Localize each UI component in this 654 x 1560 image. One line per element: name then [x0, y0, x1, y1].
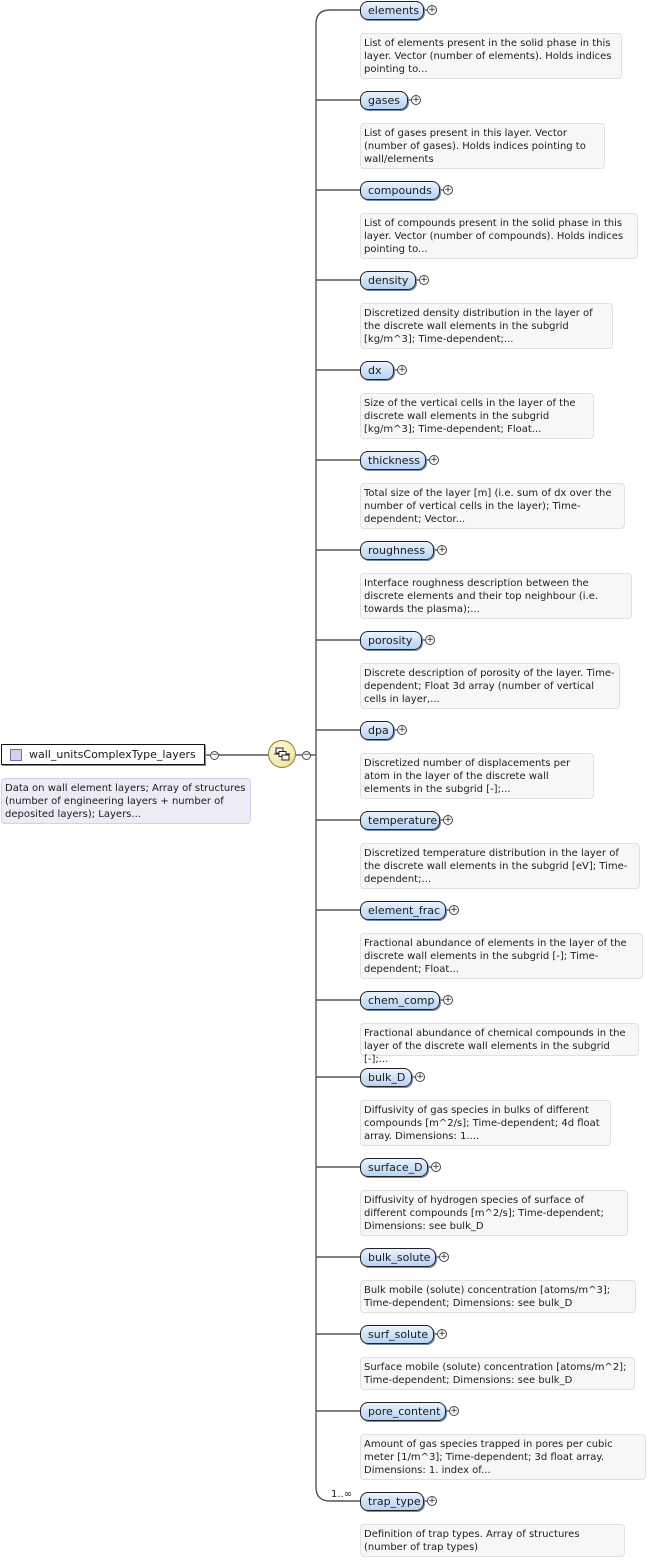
element-documentation: List of compounds present in the solid phase in this layer. Vector (number of compounds). Holds indices pointing to... — [360, 213, 638, 259]
element-documentation: Discretized number of displacements per atom in the layer of the discrete wall elements in the subgrid [-];... — [360, 753, 594, 799]
element-documentation: Bulk mobile (solute) concentration [atoms/m^3]; Time-dependent; Dimensions: see bulk_D — [360, 1280, 636, 1313]
expand-icon[interactable]: + — [428, 5, 436, 15]
element-documentation: Discretized temperature distribution in the layer of the discrete wall elements in the subgrid [eV]; Time-dependent;... — [360, 843, 640, 889]
expand-icon[interactable]: + — [432, 1162, 440, 1172]
element-documentation: Discretized density distribution in the layer of the discrete wall elements in the subgrid [kg/m^3]; Time-dependent;... — [360, 303, 613, 349]
element-documentation: Fractional abundance of chemical compounds in the layer of the discrete wall elements in the subgrid [-];... — [360, 1023, 639, 1056]
element-documentation: Definition of trap types. Array of structures (number of trap types) — [360, 1524, 625, 1557]
element-elements[interactable]: elements — [360, 1, 424, 20]
sequence-compositor[interactable] — [268, 740, 296, 768]
expand-icon[interactable]: + — [444, 815, 452, 825]
element-porosity[interactable]: porosity — [360, 631, 422, 650]
element-dx[interactable]: dx — [360, 361, 394, 380]
expand-icon[interactable]: + — [420, 275, 428, 285]
element-temperature[interactable]: temperature — [360, 811, 440, 830]
root-collapse-icon[interactable]: − — [211, 750, 219, 760]
root-complex-type[interactable] — [1, 744, 205, 765]
element-documentation: List of gases present in this layer. Vector (number of gases). Holds indices pointing to wall/elements — [360, 123, 605, 169]
element-documentation: List of elements present in the solid phase in this layer. Vector (number of elements). Holds indices pointing to... — [360, 33, 622, 79]
trunk-connector — [316, 10, 330, 1501]
element-thickness[interactable]: thickness — [360, 451, 426, 470]
element-documentation: Total size of the layer [m] (i.e. sum of dx over the number of vertical cells in the layer); Time-dependent; Vector... — [360, 483, 625, 529]
complex-type-icon — [10, 749, 22, 761]
expand-icon[interactable]: + — [444, 185, 452, 195]
expand-icon[interactable]: + — [444, 995, 452, 1005]
element-compounds[interactable]: compounds — [360, 181, 440, 200]
element-surface-D[interactable]: surface_D — [360, 1158, 428, 1177]
element-trap-type[interactable]: trap_type — [360, 1492, 424, 1511]
element-dpa[interactable]: dpa — [360, 721, 394, 740]
element-pore-content[interactable]: pore_content — [360, 1402, 446, 1421]
expand-icon[interactable]: + — [412, 95, 420, 105]
sequence-collapse-icon[interactable]: − — [303, 750, 311, 760]
expand-icon[interactable]: + — [438, 1329, 446, 1339]
element-documentation: Diffusivity of hydrogen species of surface of different compounds [m^2/s]; Time-dependent; Dimensions: see bulk_D — [360, 1190, 628, 1236]
element-element-frac[interactable]: element_frac — [360, 901, 446, 920]
expand-icon[interactable]: + — [426, 635, 434, 645]
sequence-icon — [274, 747, 290, 761]
element-documentation: Discrete description of porosity of the layer. Time-dependent; Float 3d array (number of vertical cells in layer,... — [360, 663, 620, 709]
element-density[interactable]: density — [360, 271, 416, 290]
expand-icon[interactable]: + — [416, 1072, 424, 1082]
element-documentation: Size of the vertical cells in the layer of the discrete wall elements in the subgrid [kg/m^3]; Time-dependent; Float... — [360, 393, 594, 439]
expand-icon[interactable]: + — [440, 1252, 448, 1262]
root-label: wall_unitsComplexType_layers — [29, 748, 196, 761]
element-gases[interactable]: gases — [360, 91, 408, 110]
expand-icon[interactable]: + — [398, 365, 406, 375]
expand-icon[interactable]: + — [398, 725, 406, 735]
expand-icon[interactable]: + — [450, 905, 458, 915]
element-bulk-D[interactable]: bulk_D — [360, 1068, 412, 1087]
element-bulk-solute[interactable]: bulk_solute — [360, 1248, 436, 1267]
expand-icon[interactable]: + — [450, 1406, 458, 1416]
root-documentation: Data on wall element layers; Array of structures (number of engineering layers + number of deposited layers); Layers... — [1, 778, 251, 824]
expand-icon[interactable]: + — [438, 545, 446, 555]
element-documentation: Diffusivity of gas species in bulks of different compounds [m^2/s]; Time-dependent; 4d float array. Dimensions: 1.... — [360, 1100, 611, 1146]
element-documentation: Interface roughness description between the discrete elements and their top neighbour (i.e. towards the plasma);... — [360, 573, 632, 619]
element-surf-solute[interactable]: surf_solute — [360, 1325, 434, 1344]
element-chem-comp[interactable]: chem_comp — [360, 991, 440, 1010]
expand-icon[interactable]: + — [428, 1496, 436, 1506]
element-documentation: Fractional abundance of elements in the layer of the discrete wall elements in the subgrid [-]; Time-dependent; Float... — [360, 933, 643, 979]
element-roughness[interactable]: roughness — [360, 541, 434, 560]
element-documentation: Amount of gas species trapped in pores per cubic meter [1/m^3]; Time-dependent; 3d float array. Dimensions: 1. index of... — [360, 1434, 646, 1480]
expand-icon[interactable]: + — [430, 455, 438, 465]
element-documentation: Surface mobile (solute) concentration [atoms/m^2]; Time-dependent; Dimensions: see bulk_D — [360, 1357, 635, 1390]
occurrence-label: 1..∞ — [331, 1489, 353, 1500]
